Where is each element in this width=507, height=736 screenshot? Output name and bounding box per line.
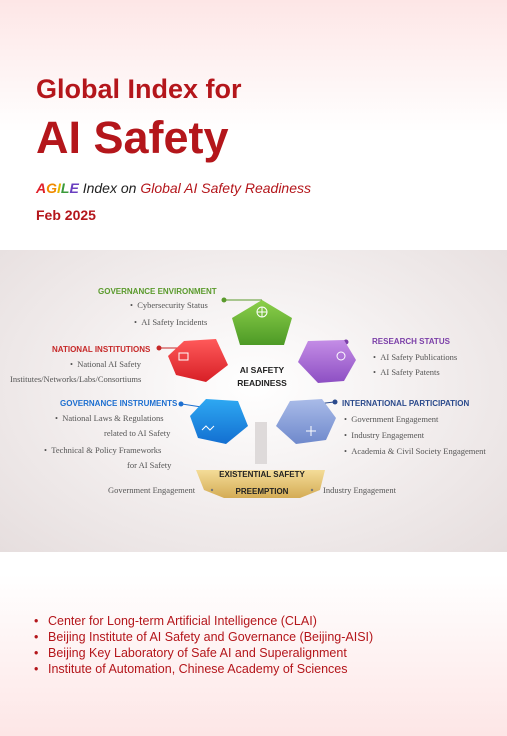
subtitle: [36, 180, 311, 196]
international-participation-item: • Industry Engagement: [344, 430, 425, 440]
national-institutions-item: Institutes/Networks/Labs/Consortiums: [10, 374, 142, 384]
governance-instruments-item: • National Laws & Regulations: [55, 413, 164, 423]
subtitle-rest: Global AI Safety Readiness: [140, 180, 311, 196]
governance-instruments-pentagon: [190, 399, 248, 444]
governance-environment-item: • AI Safety Incidents: [134, 317, 208, 327]
institution-item: • Center for Long-term Artificial Intelligence (CLAI): [34, 614, 317, 628]
national-institutions-pentagon: [168, 339, 228, 382]
research-status-title: RESEARCH STATUS: [372, 337, 450, 346]
international-participation-item: • Government Engagement: [344, 414, 439, 424]
publication-date: Feb 2025: [36, 207, 96, 223]
subtitle-index: Index on: [82, 180, 141, 196]
institution-item: • Beijing Key Laboratory of Safe AI and Superalignment: [34, 646, 347, 660]
institution-list: [34, 613, 373, 677]
governance-environment-title: GOVERNANCE ENVIRONMENT: [98, 287, 217, 296]
national-institutions-title: NATIONAL INSTITUTIONS: [52, 345, 151, 354]
title-line-2: AI Safety: [36, 112, 229, 163]
international-participation-title: INTERNATIONAL PARTICIPATION: [342, 399, 470, 408]
existential-safety-label: EXISTENTIAL SAFETY PREEMPTION: [219, 470, 305, 496]
title-line-1: Global Index for: [36, 74, 242, 104]
governance-environment-pentagon: [232, 300, 292, 345]
existential-item-left: Government Engagement: [108, 485, 196, 495]
international-participation-pentagon: [276, 399, 336, 444]
governance-instruments-item: • Technical & Policy Frameworks: [44, 445, 162, 455]
research-status-item: • AI Safety Patents: [373, 367, 440, 377]
research-status-pentagon: [298, 340, 356, 383]
governance-instruments-title: GOVERNANCE INSTRUMENTS: [60, 399, 178, 408]
national-institutions-item: • National AI Safety: [70, 359, 141, 369]
existential-item-right: Industry Engagement: [323, 485, 396, 495]
institution-item: • Beijing Institute of AI Safety and Governance (Beijing-AISI): [34, 630, 374, 644]
international-participation-item: • Academia & Civil Society Engagement: [344, 446, 486, 456]
governance-instruments-item: for AI Safety: [127, 460, 172, 470]
governance-environment-item: • Cybersecurity Status: [130, 300, 208, 310]
center-label: AI SAFETY READINESS: [237, 365, 287, 388]
governance-instruments-item: related to AI Safety: [104, 428, 171, 438]
agile-logo-text: AGILE: [36, 180, 79, 196]
research-status-item: • AI Safety Publications: [373, 352, 458, 362]
institution-item: • Institute of Automation, Chinese Academy of Sciences: [34, 662, 348, 676]
